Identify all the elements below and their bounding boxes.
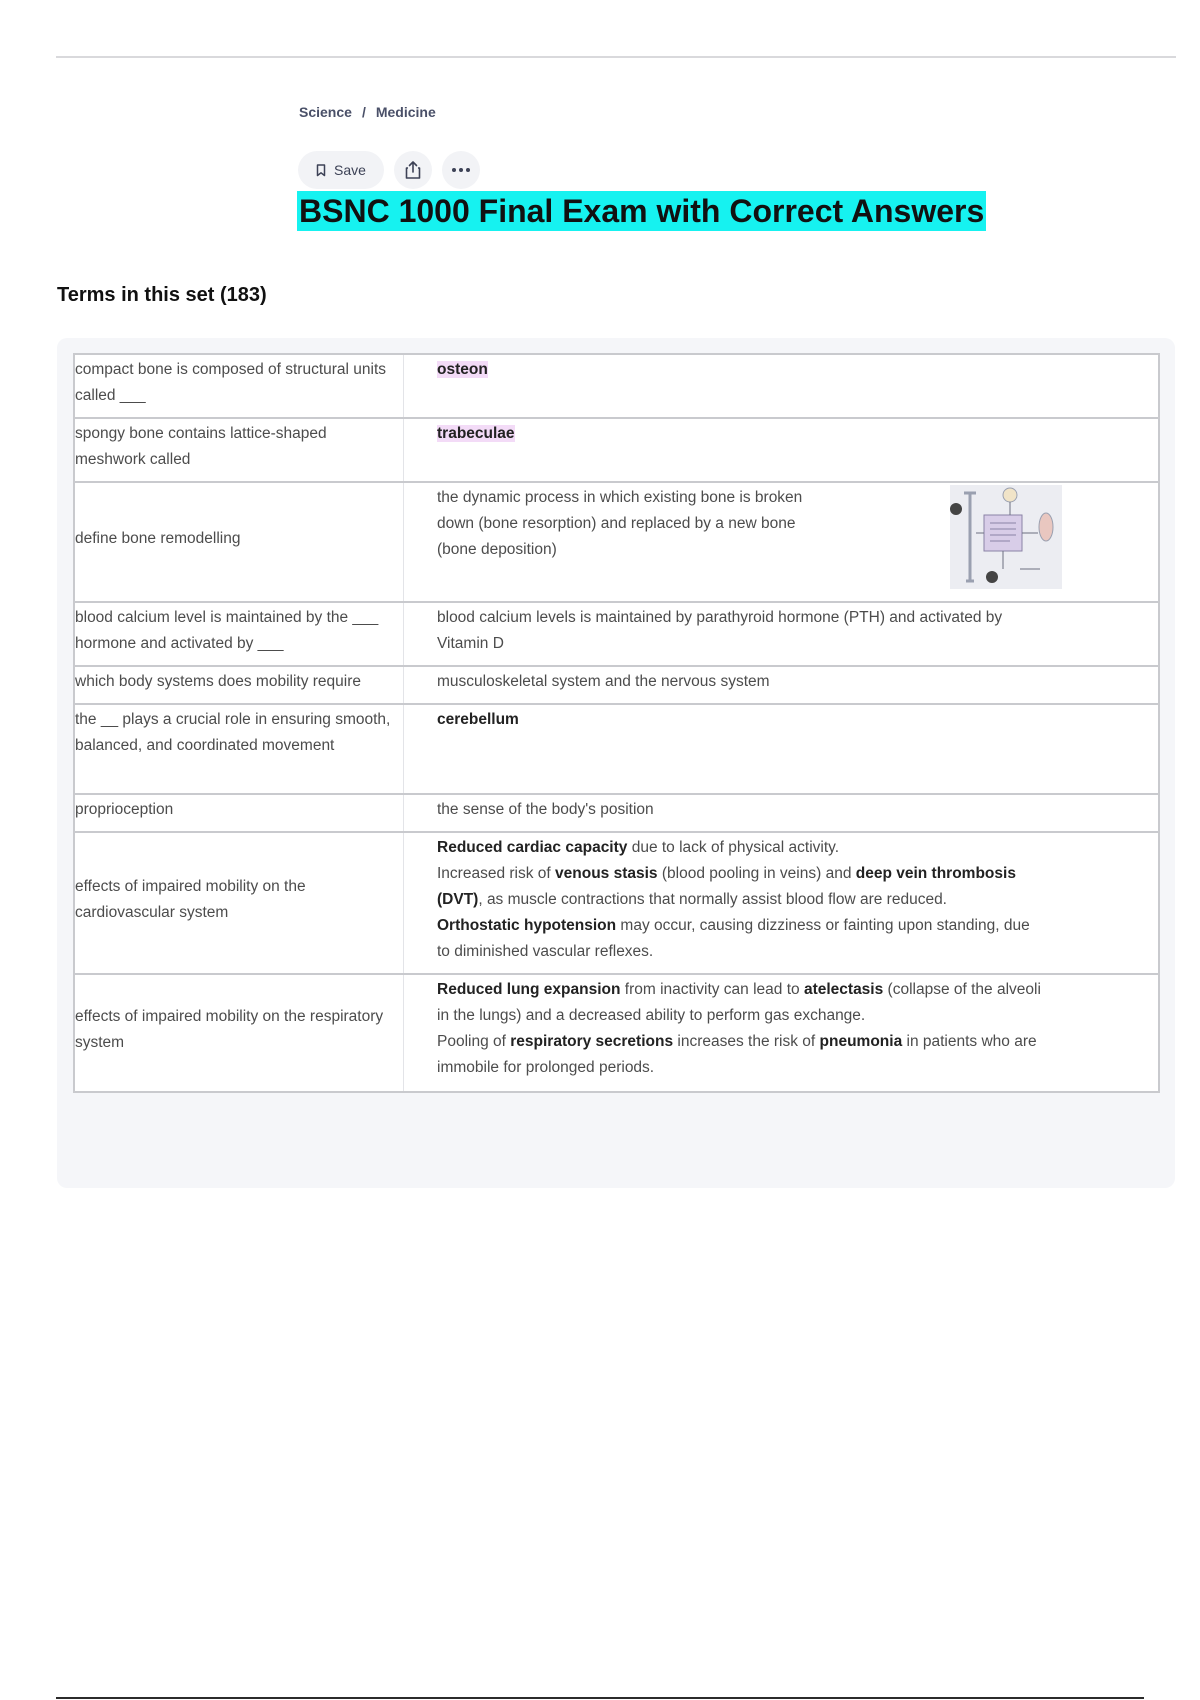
definition-cell — [404, 418, 1160, 482]
term-cell: the __ plays a crucial role in ensuring smooth, balanced, and coordinated movement — [74, 704, 404, 794]
table-row — [74, 832, 1159, 974]
more-options-button[interactable] — [442, 151, 480, 189]
breadcrumb-separator: / — [361, 104, 366, 120]
term-cell: blood calcium level is maintained by the ___ hormone and activated by ___ — [74, 602, 404, 666]
terms-table — [73, 353, 1160, 1093]
bookmark-icon — [316, 164, 326, 177]
definition-cell — [404, 354, 1160, 418]
definition-fragment: may occur, causing dizziness or fainting upon standing, due to diminished vascular reflexes. — [437, 917, 1030, 960]
definition-bold: pneumonia — [819, 1033, 903, 1050]
table-row — [74, 602, 1159, 666]
breadcrumb — [299, 104, 436, 120]
definition-fragment: (blood pooling in veins) and — [657, 865, 856, 882]
definition-cell — [404, 602, 1160, 666]
definition-fragment: , as muscle contractions that normally assist blood flow are reduced. — [478, 891, 947, 908]
save-label: Save — [334, 162, 366, 178]
table-row — [74, 794, 1159, 832]
definition-text: blood calcium levels is maintained by parathyroid hormone (PTH) and activated by Vitamin D — [437, 609, 1003, 652]
table-row — [74, 482, 1159, 602]
definition-answer: trabeculae — [437, 425, 515, 442]
table-row — [74, 354, 1159, 418]
bone-remodeling-diagram[interactable] — [950, 485, 1062, 589]
definition-answer: osteon — [437, 361, 488, 378]
save-button[interactable] — [298, 151, 384, 189]
share-icon — [404, 160, 422, 180]
breadcrumb-medicine[interactable]: Medicine — [375, 104, 436, 120]
table-row — [74, 974, 1159, 1092]
term-cell: spongy bone contains lattice-shaped meshwork called — [74, 418, 404, 482]
definition-answer: cerebellum — [437, 711, 519, 728]
definition-bold: deep vein thrombosis (DVT) — [437, 865, 1016, 908]
definition-cell — [404, 704, 1160, 794]
definition-bold: Reduced cardiac capacity — [437, 839, 628, 856]
share-button[interactable] — [394, 151, 432, 189]
action-bar — [298, 151, 480, 189]
definition-cell — [404, 974, 1160, 1092]
definition-fragment: increases the risk of — [673, 1033, 820, 1050]
definition-bold: venous stasis — [555, 865, 658, 882]
breadcrumb-science[interactable]: Science — [299, 104, 352, 120]
term-cell: define bone remodelling — [74, 482, 404, 602]
definition-fragment: in patients who are immobile for prolonged periods. — [437, 1033, 1037, 1076]
definition-text — [437, 977, 1047, 1081]
definition-bold: respiratory secretions — [510, 1033, 674, 1050]
table-row — [74, 418, 1159, 482]
definition-text — [437, 835, 1037, 965]
definition-cell — [404, 832, 1160, 974]
definition-fragment: Pooling of — [437, 1033, 511, 1050]
table-row — [74, 666, 1159, 704]
term-cell: effects of impaired mobility on the cardiovascular system — [74, 832, 404, 974]
term-cell: proprioception — [74, 794, 404, 832]
definition-bold: Reduced lung expansion — [437, 981, 621, 998]
definition-cell — [404, 482, 1160, 602]
definition-cell: the sense of the body's position — [404, 794, 1160, 832]
definition-fragment: Increased risk of — [437, 865, 556, 882]
term-cell: compact bone is composed of structural units called ___ — [74, 354, 404, 418]
definition-bold: Orthostatic hypotension — [437, 917, 617, 934]
definition-fragment: from inactivity can lead to — [620, 981, 804, 998]
definition-bold: atelectasis — [803, 981, 884, 998]
terms-count-heading: Terms in this set (183) — [57, 284, 267, 306]
term-cell: which body systems does mobility require — [74, 666, 404, 704]
definition-fragment: due to lack of physical activity. — [627, 839, 840, 856]
definition-text: the dynamic process in which existing bone is broken down (bone resorption) and replaced by a new bone (bone deposition) — [437, 489, 803, 558]
top-divider — [56, 56, 1176, 58]
page-title: BSNC 1000 Final Exam with Correct Answers — [299, 193, 985, 229]
definition-fragment: (collapse of the alveoli in the lungs) and a decreased ability to perform gas exchange. — [437, 981, 1041, 1024]
bottom-divider — [56, 1697, 1144, 1699]
table-row — [74, 704, 1159, 794]
term-cell: effects of impaired mobility on the respiratory system — [74, 974, 404, 1092]
definition-cell: musculoskeletal system and the nervous system — [404, 666, 1160, 704]
more-options-icon — [451, 167, 471, 173]
